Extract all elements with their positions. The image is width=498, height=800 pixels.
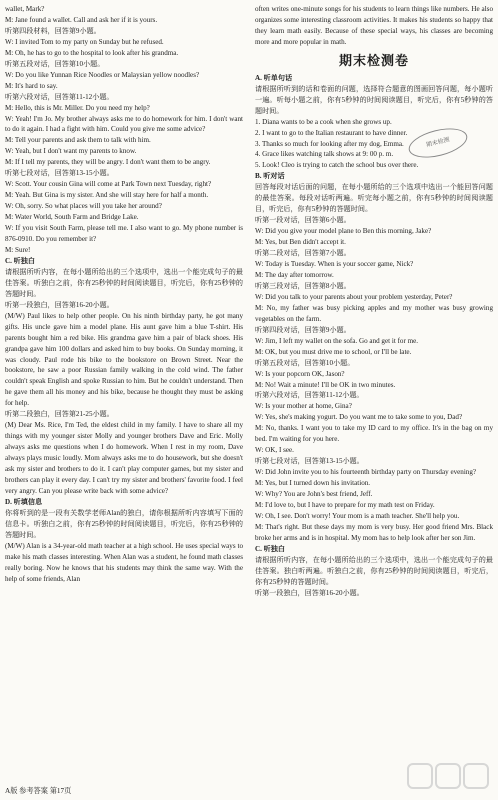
text-line: 听第二段独白，回答第21-25小题。 xyxy=(5,410,114,419)
text-line: W: Scott. Your cousin Gina will come at Park Town next Tuesday, right? xyxy=(5,180,212,189)
text-line: M: Jane found a wallet. Call and ask her if it is yours. xyxy=(5,15,158,24)
text-line: 你将听到的是一段有关数学老师Alan的独白，请你根据所听内容填写下面的信息卡。听独白之前，你有25秒钟的时间阅读题目，听完后，你有25秒钟的答题时间。 xyxy=(5,508,243,539)
text-line: W: Today is Tuesday. When is your soccer game, Nick? xyxy=(255,260,414,269)
text-line: 听第六段对话，回答第11-12小题。 xyxy=(5,92,114,101)
text-line: 2. I want to go to the Italian restaurant to have dinner. xyxy=(255,128,408,137)
text-line: 听第五段对话，回答第10小题。 xyxy=(255,358,355,367)
section-heading: B. 听对话 xyxy=(255,172,285,181)
text-line: 听第四段对话，回答第9小题。 xyxy=(255,325,351,334)
text-line: M: Tell your parents and ask them to talk with him. xyxy=(5,136,151,145)
text-line: 听第一段独白，回答第16-20小题。 xyxy=(5,300,114,309)
left-column xyxy=(5,4,243,585)
section-heading: D. 听填信息 xyxy=(5,497,43,506)
text-line: 4. Grace likes watching talk shows at 9: 00 p. m. xyxy=(255,150,394,159)
text-line: W: Is your mother at home, Gina? xyxy=(255,402,352,411)
text-line: often writes one-minute songs for his students to learn things like numbers. He also organizes some interesting classroom activities. It makes his students so happy that they learn math easily. Because of these special ways, his classes are becoming more and more popular in math. xyxy=(255,5,493,46)
text-line: 3. Thanks so much for looking after my dog, Emma. xyxy=(255,139,404,148)
text-line: W: I invited Tom to my party on Sunday but he refused. xyxy=(5,37,164,46)
text-line: (M/W) Paul likes to help other people. On his ninth birthday party, he got many gifts. His uncle gave him a model plane. His aunt gave him a blue T-shirt. His parents bought him a red bike. His grandma gave him a pair of black shoes. His grandpa gave him 100 dollars and asked him to buy books. On Sunday morning, it was cloudy. Paul rode his bike to the bookstore on Brown Street. Near the bookstore, he saw a poor Russian family walking in the cold wind. The father couldn't speak English and spoke Russian to him. But he couldn't understand. Then he gave them all his money and his bike, because he thought they must be asking for help. xyxy=(5,311,243,408)
text-line: wallet, Mark? xyxy=(5,5,45,13)
text-line: W: Why? You are John's best friend, Jeff. xyxy=(255,490,373,499)
text-line: W: Oh, I see. Don't worry! Your mom is a math teacher. She'll help you. xyxy=(255,511,460,520)
section-heading: C. 听独白 xyxy=(255,544,285,553)
text-line: M: OK, but you must drive me to school, or I'll be late. xyxy=(255,347,412,356)
text-line: W: Yes, she's making yogurt. Do you want me to take some to you, Dad? xyxy=(255,413,463,422)
text-line: 请根据所听内容，在每小题所给出的三个选项中，选出一个能完成句子的最佳答案。听独白之前，你有25秒钟的时间阅读题目，听完后，你有25秒钟的答题时间。 xyxy=(5,267,243,298)
text-line: W: Do you like Yunnan Rice Noodles or Malaysian yellow noodles? xyxy=(5,70,200,79)
text-line: M: Yes, but Ben didn't accept it. xyxy=(255,238,346,247)
text-line: M: No, my father was busy picking apples and my mother was busy growing vegetables on the farm. xyxy=(255,303,493,323)
text-line: M: Yes, but I turned down his invitation. xyxy=(255,479,371,488)
text-line: 听第一段对话，回答第6小题。 xyxy=(255,216,351,225)
text-line: (M) Dear Ms. Rice, I'm Ted, the eldest child in my family. I have to share all my things with my younger sister Molly and younger brothers Dave and Eric. Molly always asks me questions when I do homework. When I rest in my room, Dave always plays music loudly. Mom always asks me to do housework, but she doesn't ask my sister and brothers to do it. I can't play computer games, but my sister and brothers can play it every day. I can't try my sister and brothers' favorite food. I feel very angry. Can you please write back with some advice? xyxy=(5,421,243,495)
text-line: M: Yeah. But Gina is my sister. And she will stay here for half a month. xyxy=(5,191,209,200)
text-line: 听第六段对话，回答第11-12小题。 xyxy=(255,391,364,400)
text-line: 听第二段对话，回答第7小题。 xyxy=(255,249,351,258)
text-line: 听第七段对话，回答第13-15小题。 xyxy=(255,457,364,466)
text-line: W: OK, I see. xyxy=(255,446,294,455)
page-footer: A版 参考答案 第17页 xyxy=(5,787,72,795)
answer-stamp: 期末检测 xyxy=(406,123,471,163)
right-column xyxy=(255,4,493,599)
text-line: 听第三段对话，回答第8小题。 xyxy=(255,281,351,290)
text-line: W: If you visit South Farm, please tell me. I also want to go. My phone number is 876-0910. Do you remember it? xyxy=(5,224,243,244)
text-line: M: Sure! xyxy=(5,245,31,254)
text-line: W: Did you talk to your parents about your problem yesterday, Peter? xyxy=(255,292,453,301)
section-heading: C. 听独白 xyxy=(5,256,35,265)
section-title: 期末检测卷 xyxy=(338,52,409,68)
text-line: W: Yeah! I'm Jo. My brother always asks me to do homework for him. I don't want to do it again. I had a fight with him. Could you give me some advice? xyxy=(5,114,243,134)
text-line: W: Yeah, but I don't want my parents to know. xyxy=(5,147,137,156)
text-line: 听第一段独白，回答第16-20小题。 xyxy=(255,588,364,597)
text-line: 听第七段对话，回答第13-15小题。 xyxy=(5,169,114,178)
text-line: 请根据所听到的话和卷面的问题，选择符合题意的图画回答问题，每小题听一遍。听每小题之前，你有5秒钟的时间阅读题目，听完后，你有5秒钟的答题时间。 xyxy=(255,84,493,115)
watermark-logo xyxy=(406,760,492,794)
text-line: 1. Diana wants to be a cook when she grows up. xyxy=(255,117,392,126)
text-line: M: The day after tomorrow. xyxy=(255,270,334,279)
text-line: M: Hello, this is Mr. Miller. Do you need my help? xyxy=(5,103,150,112)
text-line: W: Is your popcorn OK, Jason? xyxy=(255,369,345,378)
text-line: 听第五段对话，回答第10小题。 xyxy=(5,59,105,68)
text-line: W: Did John invite you to his fourteenth birthday party on Thursday evening? xyxy=(255,468,477,477)
text-line: 回答每段对话后面的问题，在每小题所给的三个选项中选出一个能回答问题的最佳答案。每段对话听两遍。听完每小题之前，你有5秒钟的时间阅读题目，听完后，你有5秒钟的答题时间。 xyxy=(255,183,493,214)
text-line: W: Did you give your model plane to Ben this morning, Jake? xyxy=(255,227,432,236)
text-line: 请根据所听内容，在每小题所给出的三个选项中，选出一个能完成句子的最佳答案。独白听两遍。听独白之前，你有25秒钟的时间阅读题目，听完后，你有25秒钟的答题时间。 xyxy=(255,555,493,586)
right-intro xyxy=(255,4,493,48)
text-line: M: No! Wait a minute! I'll be OK in two minutes. xyxy=(255,380,396,389)
text-line: M: Oh, he has to go to the hospital to look after his grandma. xyxy=(5,48,179,57)
text-line: M: That's right. But these days my mom is very busy. Her good friend Mrs. Black broke her arms and is in hospital. My mom has to help look after her son Jim. xyxy=(255,522,493,542)
text-line: M: If I tell my parents, they will be angry. I don't want them to be angry. xyxy=(5,158,211,167)
text-line: M: I'd love to, but I have to prepare for my math test on Friday. xyxy=(255,500,435,509)
text-line: W: Jim, I left my wallet on the sofa. Go and get it for me. xyxy=(255,336,419,345)
text-line: M: It's hard to say. xyxy=(5,81,58,90)
text-line: (M/W) Alan is a 34-year-old math teacher at a high school. He uses special ways to make his math classes interesting. When Alan was a student, he found math classes really boring. Now he knows that his students may think the same way. With the help of some friends, Alan xyxy=(5,541,243,583)
right-body xyxy=(255,73,493,599)
section-heading: A. 听单句话 xyxy=(255,73,293,82)
text-line: M: Water World, South Farm and Bridge Lake. xyxy=(5,213,139,222)
text-line: 5. Look! Cleo is trying to catch the school bus over there. xyxy=(255,161,419,170)
text-line: W: Oh, sorry. So what places will you take her around? xyxy=(5,202,162,211)
text-line: 听第四段材料，回答第9小题。 xyxy=(5,26,101,35)
text-line: M: No, thanks. I want you to take my ID card to my office. It's in the bag on my bed. I'm waiting for you here. xyxy=(255,424,493,444)
